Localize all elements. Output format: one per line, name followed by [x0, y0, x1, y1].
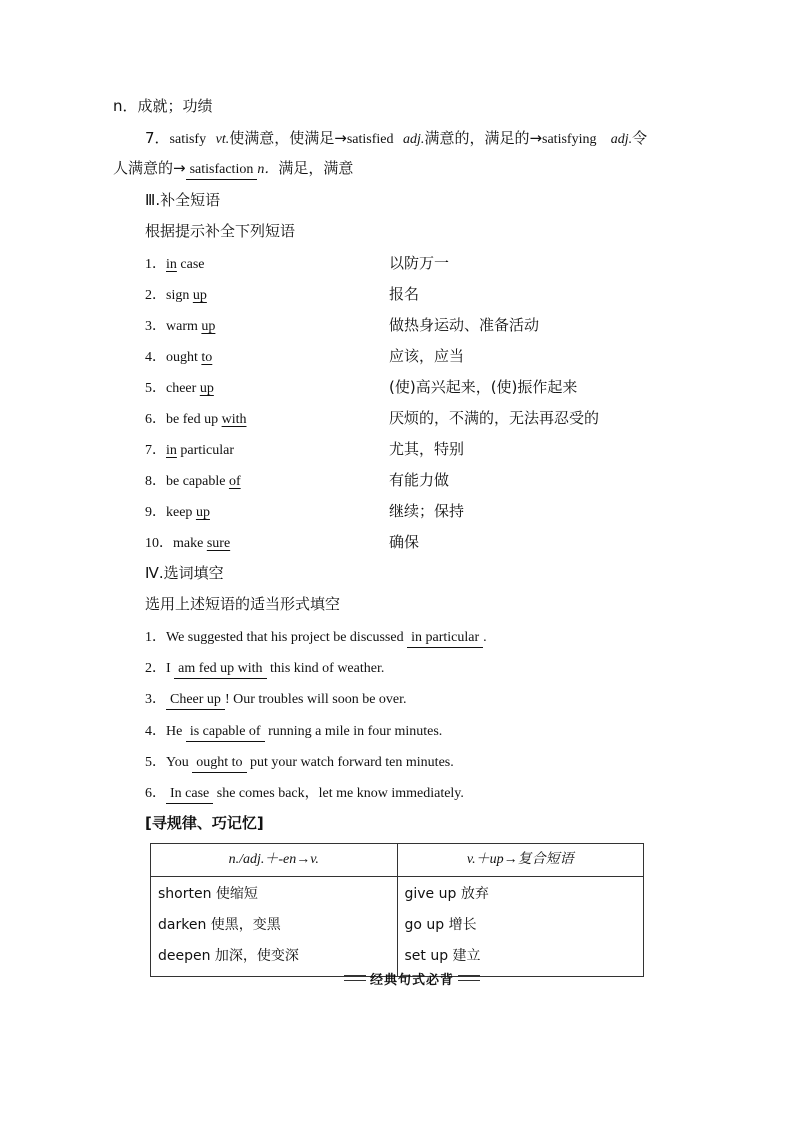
section-3-title: Ⅲ.补全短语	[145, 191, 221, 209]
phrase-item: 2．sign up 报名	[145, 285, 420, 303]
fill-in-item: 5．You ought to put your watch forward ten minutes.	[145, 751, 454, 773]
answer-blank: ought to	[192, 754, 246, 773]
phrase-item: 5．cheer up (使)高兴起来，(使)振作起来	[145, 378, 578, 396]
table-cell-right	[397, 877, 644, 977]
section-banner	[344, 969, 480, 987]
section-3-instruction: 根据提示补全下列短语	[145, 222, 296, 240]
answer-blank: sure	[206, 536, 231, 551]
answer-blank: satisfaction	[186, 161, 258, 180]
fill-in-item: 6． In case she comes back，let me know immediately.	[145, 782, 464, 804]
fill-in-item: 4．He is capable of running a mile in four minutes.	[145, 720, 442, 742]
list-item: go up 增长	[404, 917, 477, 933]
phrase-item: 1．in case 以防万一	[145, 254, 450, 272]
answer-blank: is capable of	[186, 723, 265, 742]
answer-blank: with	[221, 412, 247, 427]
table-header-left: n./adj.＋-en→v.	[151, 844, 398, 877]
word-formation-table	[150, 843, 644, 977]
banner-rule-right	[458, 975, 480, 981]
phrase-item: 3．warm up 做热身运动、准备活动	[145, 316, 540, 334]
answer-blank: in	[166, 443, 177, 458]
fill-in-item: 3． Cheer up ! Our troubles will soon be over.	[145, 688, 407, 710]
banner-rule-left	[344, 975, 366, 981]
fill-in-item: 1．We suggested that his project be discussed in particular .	[145, 626, 487, 648]
banner-title: 经典句式必背	[370, 972, 455, 988]
phrase-item: 4．ought to 应该，应当	[145, 347, 465, 365]
phrase-item: 7．in particular 尤其，特别	[145, 440, 465, 458]
answer-blank: up	[201, 319, 216, 334]
answer-blank: in particular	[407, 629, 483, 648]
table-row	[151, 877, 644, 977]
fill-in-item: 2．I am fed up with this kind of weather.	[145, 657, 384, 679]
list-item: darken 使黑，变黑	[158, 917, 281, 933]
word-family-item-7: 7．satisfy vt.使满意，使满足→satisfied adj.满意的，满足的→satisfying adj.令	[145, 129, 648, 147]
phrase-item: 9．keep up 继续；保持	[145, 502, 465, 520]
table-header-right: v.＋up→复合短语	[397, 844, 644, 877]
answer-blank: up	[192, 288, 207, 303]
answer-blank: Cheer up	[166, 691, 225, 710]
list-item: deepen 加深，使变深	[158, 948, 299, 964]
answer-blank: in	[166, 257, 177, 272]
answer-blank: In case	[166, 785, 213, 804]
phrase-item: 6．be fed up with 厌烦的，不满的，无法再忍受的	[145, 409, 600, 427]
definition-line: n．成就；功绩	[113, 97, 213, 115]
phrase-item: 10．make sure 确保	[145, 533, 420, 551]
list-item: give up 放弃	[404, 886, 489, 902]
answer-blank: am fed up with	[174, 660, 266, 679]
answer-blank: up	[195, 505, 210, 520]
answer-blank: up	[199, 381, 214, 396]
list-item: set up 建立	[404, 948, 481, 964]
section-4-instruction: 选用上述短语的适当形式填空	[145, 595, 341, 613]
list-item: shorten 使缩短	[158, 886, 258, 902]
answer-blank: of	[228, 474, 241, 489]
section-4-title: Ⅳ.选词填空	[145, 564, 224, 582]
word-family-item-7-cont: 人满意的→ satisfaction n．满足，满意	[113, 158, 353, 180]
rules-title: [寻规律、巧记忆]	[145, 814, 264, 832]
answer-blank: to	[201, 350, 213, 365]
table-header-row	[151, 844, 644, 877]
phrase-item: 8．be capable of 有能力做	[145, 471, 450, 489]
table-cell-left	[151, 877, 398, 977]
